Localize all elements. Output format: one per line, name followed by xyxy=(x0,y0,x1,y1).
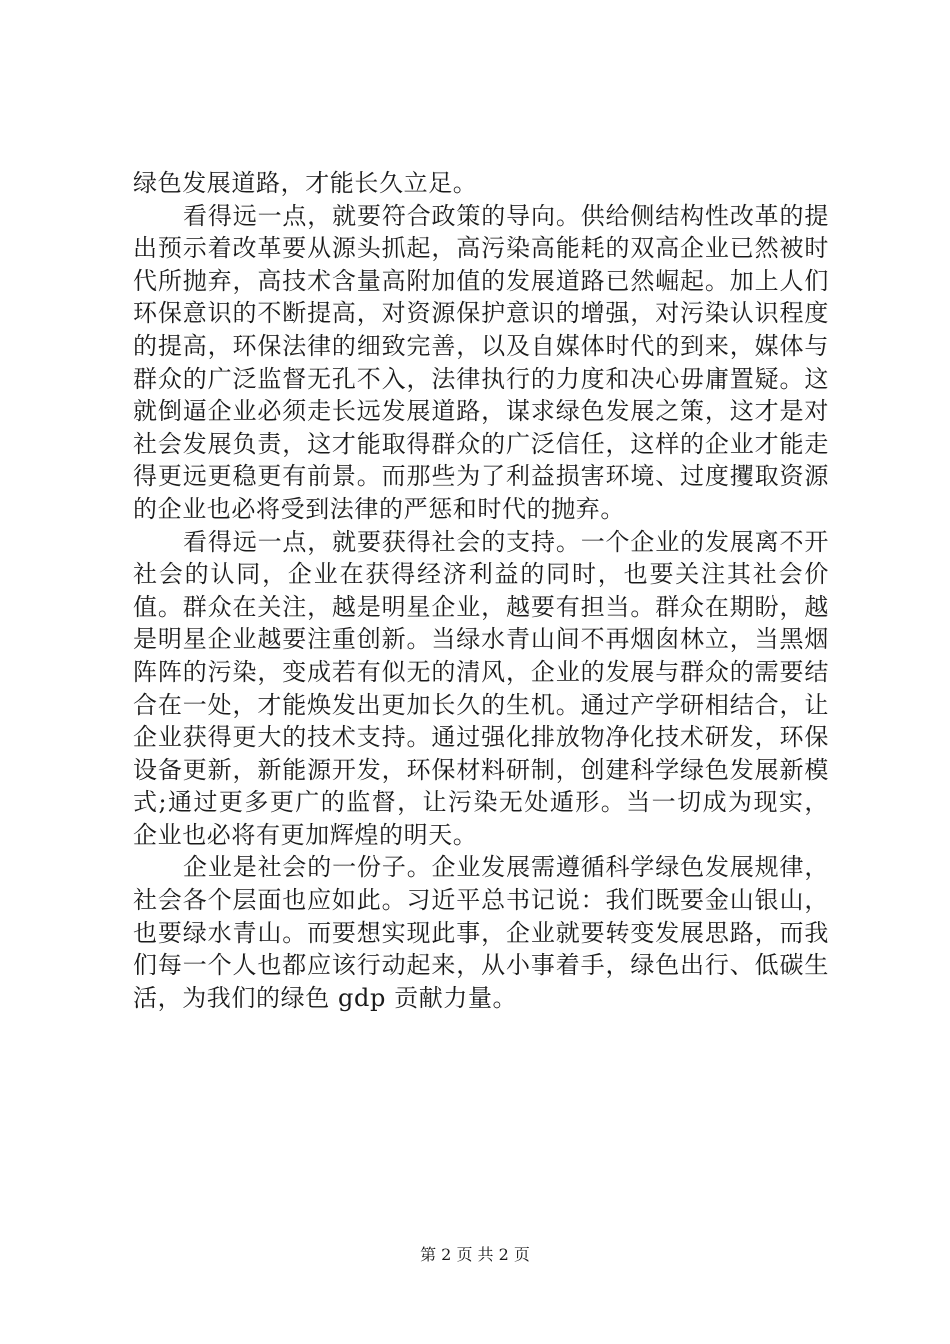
paragraph-continuation: 绿色发展道路，才能长久立足。 xyxy=(133,169,478,197)
paragraph-policy-guidance: 看得远一点，就要符合政策的导向。供给侧结构性改革的提出预示着改革要从源头抓起，高污染高能耗的双高企业已然被时代所抛弃，高技术含量高附加值的发展道路已然崛起。加上人们环保意识的不断提高，对资源保护意识的增强，对污染认识程度的提高，环保法律的细致完善，以及自媒体时代的到来，媒体与群众的广泛监督无孔不入，法律执行的力度和决心毋庸置疑。这就倒逼企业必须走长远发展道路，谋求绿色发展之策，这才是对社会发展负责，这才能取得群众的广泛信任，这样的企业才能走得更远更稳更有前景。而那些为了利益损害环境、过度攫取资源的企业也必将受到法律的严惩和时代的抛弃。 xyxy=(133,201,829,523)
paragraph-social-support: 看得远一点，就要获得社会的支持。一个企业的发展离不开社会的认同，企业在获得经济利益的同时，也要关注其社会价值。群众在关注，越是明星企业，越要有担当。群众在期盼，越是明星企业越要注重创新。当绿水青山间不再烟囱林立，当黑烟阵阵的污染，变成若有似无的清风，企业的发展与群众的需要结合在一处，才能焕发出更加长久的生机。通过产学研相结合，让企业获得更大的技术支持。通过强化排放物净化技术研发，环保设备更新，新能源开发，环保材料研制，创建科学绿色发展新模式;通过更多更广的监督，让污染无处遁形。当一切成为现实，企业也必将有更加辉煌的明天。 xyxy=(133,527,829,849)
page-number-footer: 第 2 页 共 2 页 xyxy=(420,1245,530,1264)
paragraph-conclusion: 企业是社会的一份子。企业发展需遵循科学绿色发展规律，社会各个层面也应如此。习近平总书记说：我们既要金山银山，也要绿水青山。而要想实现此事，企业就要转变发展思路，而我们每一个人也都应该行动起来，从小事着手，绿色出行、低碳生活，为我们的绿色 gdp 贡献力量。 xyxy=(133,853,829,1012)
document-body xyxy=(133,167,829,1014)
